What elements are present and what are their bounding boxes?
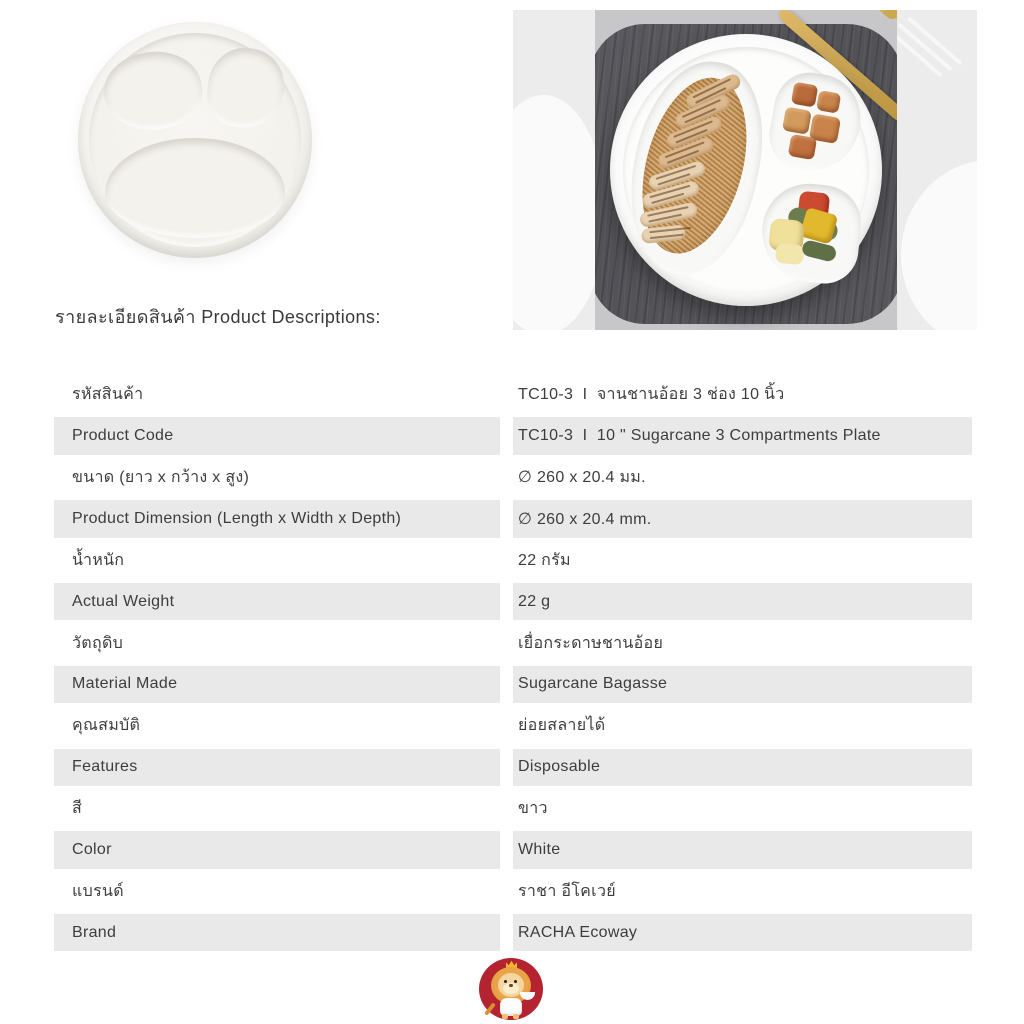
faded-left-strip [513, 10, 595, 330]
product-plate-image [78, 22, 312, 258]
lifestyle-food-photo [513, 10, 977, 330]
row-label: Brand [54, 914, 500, 951]
column-gap [500, 376, 513, 413]
row-value: Sugarcane Bagasse [513, 666, 972, 703]
row-value: ขาว [518, 800, 548, 818]
row-label: Actual Weight [54, 583, 500, 620]
row-label: น้ำหนัก [72, 551, 125, 569]
column-gap [500, 459, 513, 496]
page-title: รายละเอียดสินค้า Product Descriptions: [55, 307, 381, 327]
faded-right-strip [895, 10, 977, 330]
column-gap [500, 831, 513, 868]
row-label: Material Made [54, 666, 500, 703]
row-label: Color [54, 831, 500, 868]
row-value: TC10-3 I จานชานอ้อย 3 ช่อง 10 นิ้ว [518, 386, 785, 404]
table-row [54, 912, 972, 953]
row-label: วัตถุดิบ [72, 634, 124, 652]
row-value: 22 g [513, 583, 972, 620]
food-plate [610, 34, 882, 306]
row-value: ย่อยสลายได้ [518, 717, 606, 735]
table-row [54, 705, 972, 746]
row-value: ∅ 260 x 20.4 มม. [518, 468, 646, 486]
plate-compartment-bottom [105, 138, 285, 238]
table-row [54, 788, 972, 829]
table-row [54, 374, 972, 415]
table-row [54, 664, 972, 705]
column-gap [500, 417, 513, 454]
table-row [54, 871, 972, 912]
table-row [54, 622, 972, 663]
row-label: Product Dimension (Length x Width x Depth) [54, 500, 500, 537]
column-gap [500, 707, 513, 744]
table-row [54, 457, 972, 498]
row-value: White [513, 831, 972, 868]
table-row [54, 829, 972, 870]
column-gap [500, 873, 513, 910]
row-value: ∅ 260 x 20.4 mm. [513, 500, 972, 537]
spec-table [54, 374, 972, 953]
row-label: ขนาด (ยาว x กว้าง x สูง) [72, 468, 250, 486]
row-value: ราชา อีโคเวย์ [518, 882, 616, 900]
row-value: TC10-3 I 10 " Sugarcane 3 Compartments Plate [513, 417, 972, 454]
row-value: เยื่อกระดาษชานอ้อย [518, 634, 664, 652]
column-gap [500, 542, 513, 579]
row-label: คุณสมบัติ [72, 717, 141, 735]
row-label: Product Code [54, 417, 500, 454]
row-label: Features [54, 749, 500, 786]
column-gap [500, 500, 513, 537]
column-gap [500, 749, 513, 786]
table-row [54, 581, 972, 622]
table-row [54, 415, 972, 456]
table-row [54, 540, 972, 581]
table-row [54, 498, 972, 539]
row-value: 22 กรัม [518, 551, 571, 569]
column-gap [500, 583, 513, 620]
column-gap [500, 666, 513, 703]
column-gap [500, 790, 513, 827]
row-value: RACHA Ecoway [513, 914, 972, 951]
table-row [54, 747, 972, 788]
column-gap [500, 914, 513, 951]
row-label: สี [72, 800, 83, 818]
photo-center [595, 10, 897, 330]
row-label: แบรนด์ [72, 882, 124, 900]
column-gap [500, 624, 513, 661]
row-value: Disposable [513, 749, 972, 786]
row-label: รหัสสินค้า [72, 386, 144, 404]
brand-logo [479, 958, 543, 1020]
